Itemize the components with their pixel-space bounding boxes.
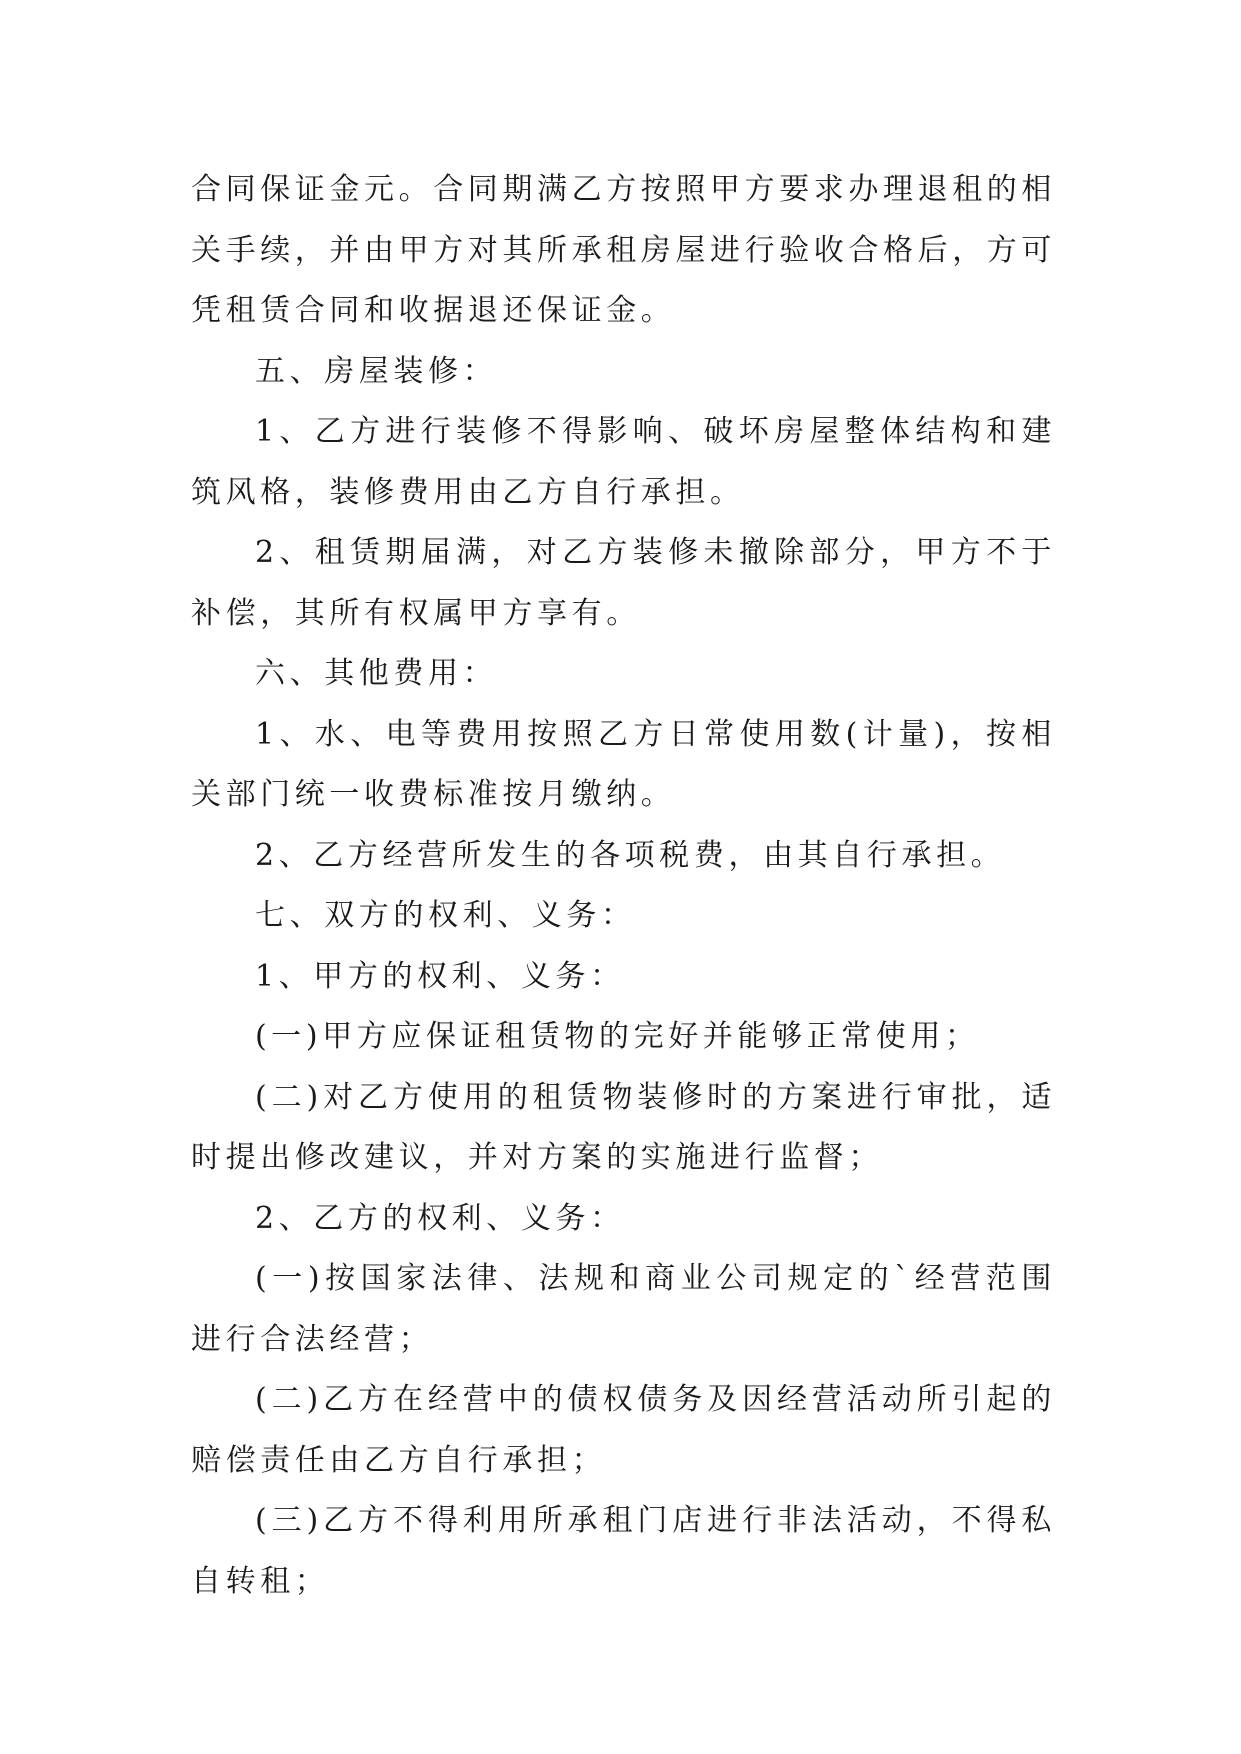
heading-section-6-other-fees: 六、其他费用： [255,656,498,691]
paragraph-party-b-1: (一)按国家法律、法规和商业公司规定的`经营范围进行合法经营； [191,1261,1056,1357]
heading-party-a-rights: 1、甲方的权利、义务： [255,958,625,994]
heading-section-5-decoration: 五、房屋装修： [255,353,498,389]
paragraph-party-a-1: (一)甲方应保证租赁物的完好并能够正常使用； [255,1019,980,1054]
paragraph-6-1: 1、水、电等费用按照乙方日常使用数(计量)，按相关部门统一收费标准按月缴纳。 [191,716,1056,812]
paragraph-party-b-2: (二)乙方在经营中的债权债务及因经营活动所引起的赔偿责任由乙方自行承担； [191,1382,1056,1478]
paragraph-party-a-2: (二)对乙方使用的租赁物装修时的方案进行审批，适时提出修改建议，并对方案的实施进行监督； [191,1079,1056,1175]
paragraph-deposit-return: 合同保证金元。合同期满乙方按照甲方要求办理退租的相关手续，并由甲方对其所承租房屋进行验收合格后，方可凭租赁合同和收据退还保证金。 [191,172,1056,328]
heading-party-b-rights: 2、乙方的权利、义务： [255,1200,625,1236]
paragraph-6-2: 2、乙方经营所发生的各项税费，由其自行承担。 [255,837,1006,873]
document-body [191,160,1056,1612]
paragraph-5-2: 2、租赁期届满，对乙方装修未撤除部分，甲方不于补偿，其所有权属甲方享有。 [191,535,1056,631]
paragraph-5-1: 1、乙方进行装修不得影响、破坏房屋整体结构和建筑风格，装修费用由乙方自行承担。 [191,414,1056,510]
heading-section-7-rights-duties: 七、双方的权利、义务： [255,898,636,933]
paragraph-party-b-3: (三)乙方不得利用所承租门店进行非法活动，不得私自转租； [191,1503,1056,1599]
